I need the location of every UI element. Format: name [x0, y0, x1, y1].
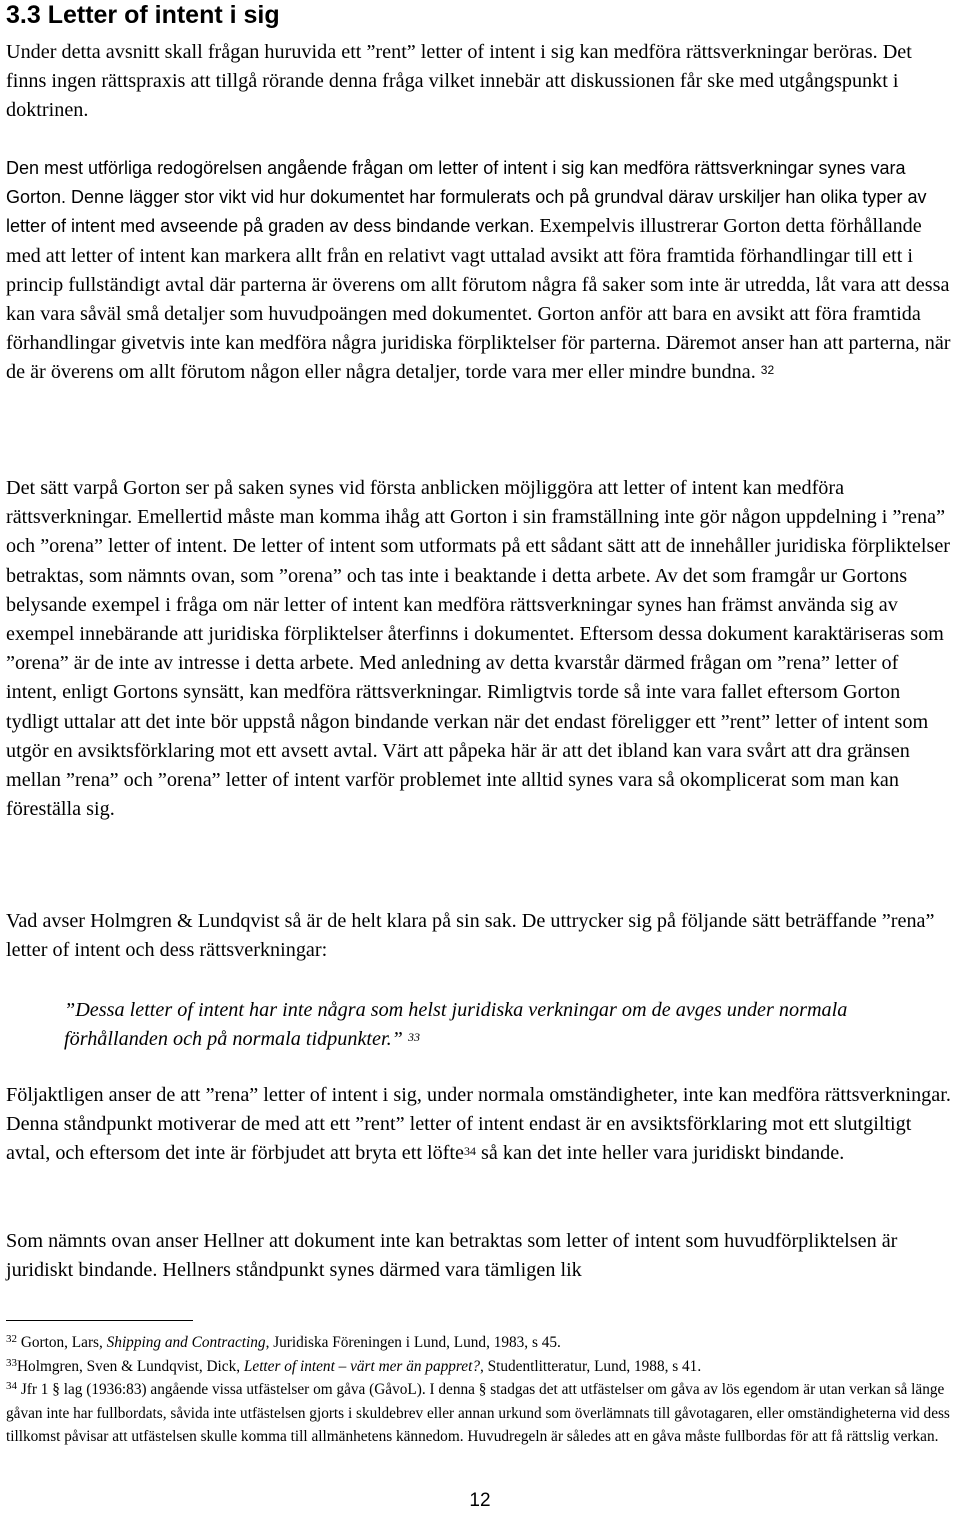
- footnote-ref-33[interactable]: 33: [407, 1030, 420, 1045]
- block-quote: [64, 996, 924, 1054]
- footnote-ref-32[interactable]: 32: [760, 363, 775, 378]
- page-number: 12: [469, 1490, 491, 1511]
- footnote-33-title: Letter of intent – värt mer än pappret?: [243, 1358, 480, 1375]
- footnote-34: [6, 1378, 954, 1449]
- section-heading: 3.3 Letter of intent i sig: [6, 1, 280, 29]
- paragraph-intro: Under detta avsnitt skall frågan huruvida ett ”rent” letter of intent i sig kan medföra rättsverkningar beröras. Det finns ingen rättspraxis att tillgå rörande denna fråga vilket innebär att diskussionen får ske med utgångspunkt i doktrinen.: [6, 41, 912, 122]
- footnote-32-publisher: , Juridiska Föreningen i Lund, Lund, 1983, s 45.: [265, 1334, 561, 1351]
- footnote-33-author: Holmgren, Sven & Lundqvist, Dick,: [17, 1358, 244, 1375]
- footnote-32-title: Shipping and Contracting: [106, 1334, 266, 1351]
- block-quote-text: ”Dessa letter of intent har inte några som helst juridiska verkningar om de avges under normala förhållanden och på normala tidpunkter.”: [64, 999, 848, 1051]
- paragraph-gorton-sans-part: Den mest utförliga redogörelsen angående frågan om letter of intent i sig kan medföra rättsverkningar synes vara Gorton. Denne lägger stor vikt vid hur dokumentet har formulerats och på grundval därav urskiljer han olika typer av letter of intent med avseende på graden av dess bindande verkan.: [6, 158, 927, 237]
- paragraph-holmgren: Vad avser Holmgren & Lundqvist så är de helt klara på sin sak. De uttrycker sig på följande sätt beträffande ”rena” letter of intent och dess rättsverkningar:: [6, 910, 935, 962]
- paragraph-consequence-part-a: Följaktligen anser de att ”rena” letter of intent i sig, under normala omständigheter, inte kan medföra rättsverkningar. Denna ståndpunkt motiverar de med att ett ”rent” letter of intent endast är en avsiktsförklaring mot ett slutgiltigt avtal, och eftersom det inte är förbjudet att bryta ett löfte: [6, 1084, 951, 1165]
- paragraph-gorton-analysis: Det sätt varpå Gorton ser på saken synes vid första anblicken möjliggöra att letter of intent kan medföra rättsverkningar. Emellertid måste man komma ihåg att Gorton i sin framställning inte gör någon uppdelning i ”rena” och ”orena” letter of intent. De letter of intent som utformats på ett sådant sätt att de innehåller juridiska förpliktelser betraktas, som nämnts ovan, som ”orena” och tas inte i beaktande i detta arbete. Av det som framgår ur Gortons belysande exempel i fråga om när letter of intent kan medföra rättsverkningar synes han främst använda sig av exempel innebärande att juridiska förpliktelser återfinns i dokumentet. Eftersom dessa dokument karaktäriseras som ”orena” är de inte av intresse i detta arbete. Med anledning av detta kvarstår därmed frågan om ”rena” letter of intent, enligt Gortons synsätt, kan medföra rättsverkningar. Rimligtvis torde så inte vara fallet eftersom Gorton tydligt uttalar att det inte bör uppstå någon bindande verkan när det endast föreligger ett ”rent” letter of intent som utgör en avsiktsförklaring mot ett avsett avtal. Värt att påpeka här är att det ibland kan vara svårt att dra gränsen mellan ”rena” och ”orena” letter of intent varför problemet inte alltid synes vara så okomplicerat som man kan föreställa sig.: [6, 477, 951, 821]
- paragraph-gorton-serif-part: Exempelvis illustrerar Gorton detta förhållande med att letter of intent kan markera allt från en relativt vagt uttalad avsikt att föra framtida förhandlingar till ett i princip fullständigt avtal där parterna är överens om allt förutom några få saker som inte är utredda, låt vara att dessa kan vara såväl små detaljer som huvudpoängen med dokumentet. Gorton anför att bara en avsikt att föra framtida förhandlingar givetvis inte kan medföra några juridiska förpliktelser för parterna. Däremot anser han att parterna, när de är överens om allt förutom någon eller några detaljer, torde vara mer eller mindre bundna.: [6, 215, 951, 384]
- footnote-ref-34[interactable]: 34: [463, 1144, 476, 1159]
- footnote-34-text: Jfr 1 § lag (1936:83) angående vissa utfästelser om gåva (GåvoL). I denna § stadgas det att utfästelser om gåva av lös egendom är utan verkan så länge gåvan inte har fullbordats, såvida inte utfästelsen gjorts i skuldebrev eller annan urkund som överlämnats till gåvotagaren, eller omständigheterna vid dess tillkomst påvisar att utfästelsen skulle komma till allmänhetens kännedom. Huvudregeln är således att en gåva måste fullbordas för att få rättslig verkan.: [6, 1381, 950, 1445]
- footnote-32: [6, 1331, 954, 1355]
- footnote-number-33: 33: [6, 1357, 17, 1369]
- footnote-32-author: Gorton, Lars,: [17, 1334, 107, 1351]
- footnote-number-34: 34: [6, 1380, 17, 1392]
- paragraph-hellner: Som nämnts ovan anser Hellner att dokument inte kan betraktas som letter of intent som huvudförpliktelsen är juridiskt bindande. Hellners ståndpunkt synes därmed vara tämligen lik: [6, 1230, 898, 1282]
- footnote-33-publisher: , Studentlitteratur, Lund, 1988, s 41.: [479, 1358, 702, 1375]
- footnote-separator: [6, 1320, 193, 1321]
- paragraph-consequence-part-b: så kan det inte heller vara juridiskt bindande.: [475, 1142, 845, 1165]
- footnote-33: [6, 1355, 954, 1379]
- paragraph-consequence: [6, 1081, 954, 1169]
- paragraph-gorton: [6, 154, 954, 388]
- footnote-number-32: 32: [6, 1333, 17, 1345]
